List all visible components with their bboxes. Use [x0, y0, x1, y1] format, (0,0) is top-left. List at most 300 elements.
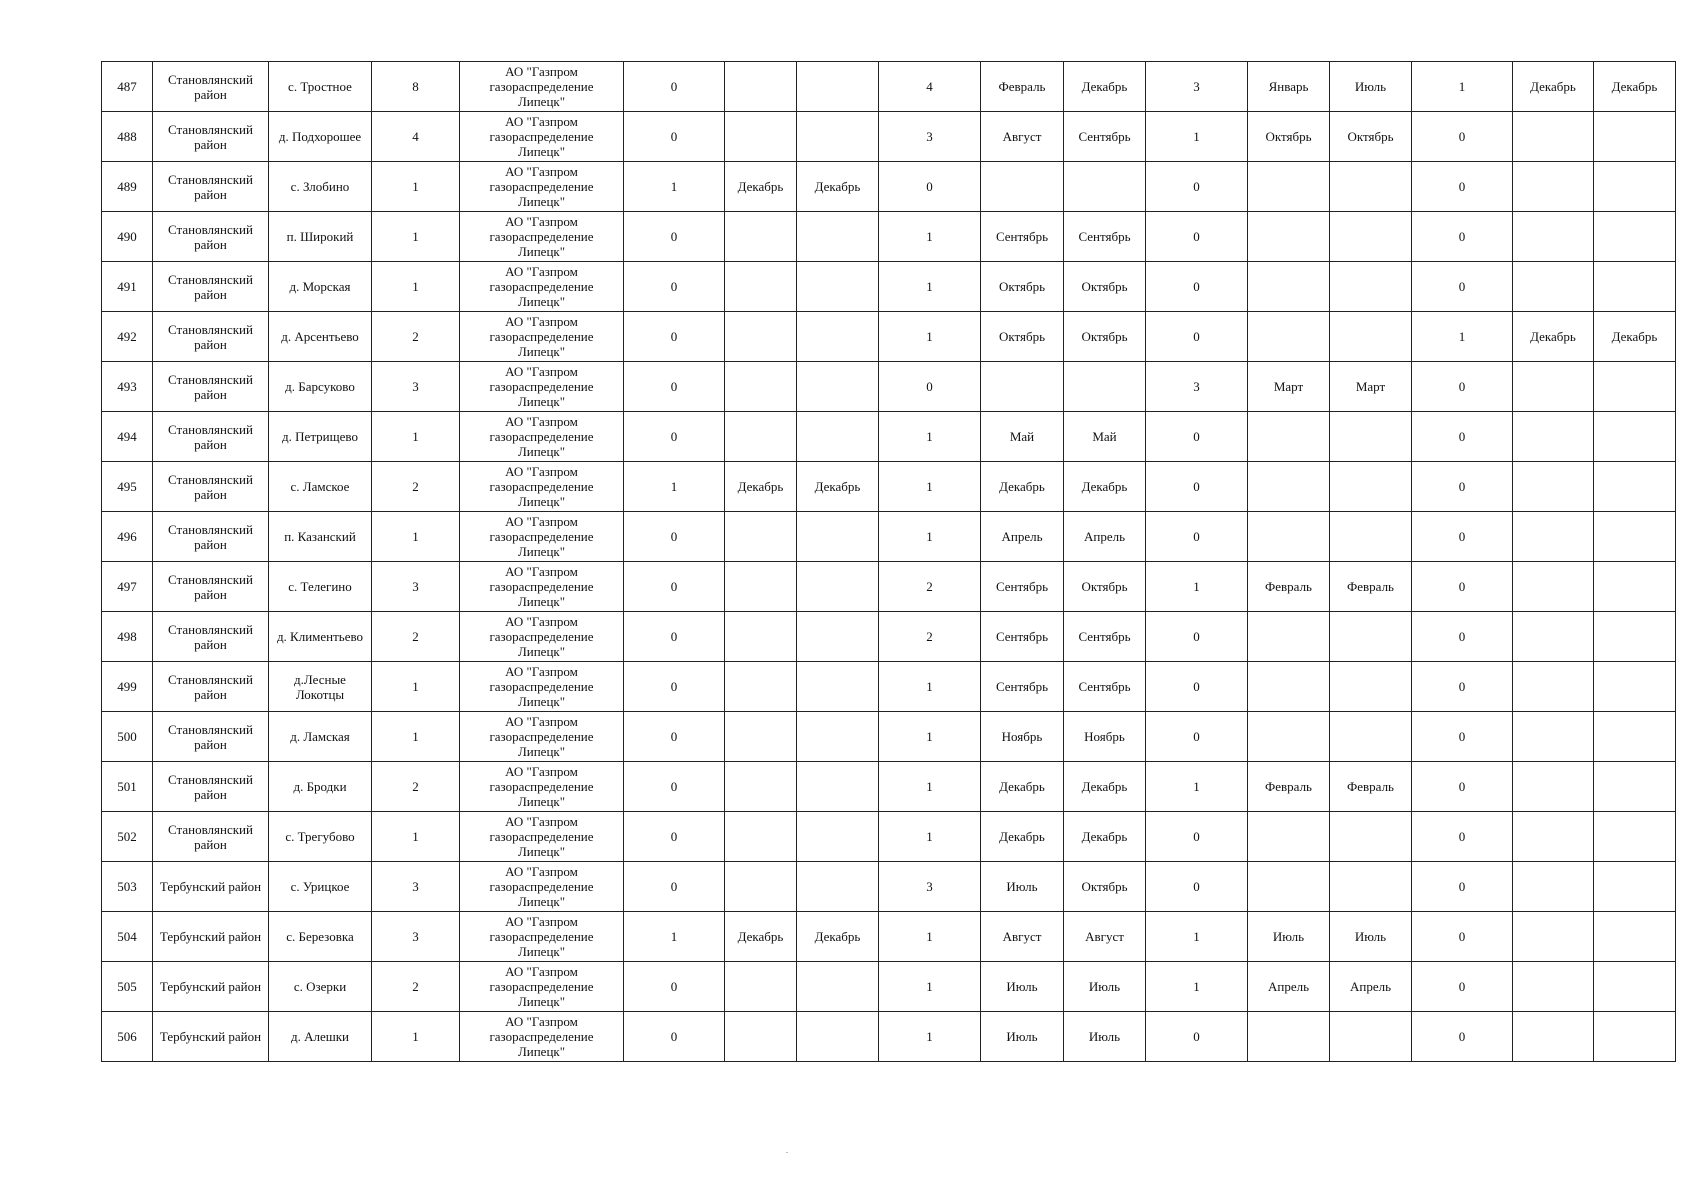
district-cell: Становлянский район — [153, 312, 269, 362]
col-2-count-cell: 3 — [879, 112, 981, 162]
organization-line: газораспределение — [489, 379, 594, 394]
col-4-count-cell: 0 — [1412, 462, 1513, 512]
col-2-count-cell: 1 — [879, 512, 981, 562]
col-3-start-month-cell — [1248, 212, 1330, 262]
col-1-start-month-cell: Декабрь — [725, 912, 797, 962]
district-cell: Становлянский район — [153, 362, 269, 412]
col-2-count-cell: 1 — [879, 412, 981, 462]
organization-line: Липецк" — [517, 844, 566, 859]
row-number-cell: 498 — [102, 612, 153, 662]
col-2-start-month-cell: Ноябрь — [981, 712, 1064, 762]
organization-line: газораспределение — [489, 329, 594, 344]
district-cell: Становлянский район — [153, 412, 269, 462]
col-2-start-month-cell: Декабрь — [981, 462, 1064, 512]
col-2-count-cell: 1 — [879, 762, 981, 812]
col-4-end-month-cell — [1594, 612, 1676, 662]
col-2-start-month-cell: Апрель — [981, 512, 1064, 562]
col-3-start-month-cell — [1248, 312, 1330, 362]
row-number-cell: 489 — [102, 162, 153, 212]
col-4-count-cell: 0 — [1412, 1012, 1513, 1062]
col-1-start-month-cell — [725, 262, 797, 312]
row-number-cell: 497 — [102, 562, 153, 612]
organization-cell — [460, 662, 624, 712]
col-2-count-cell: 1 — [879, 962, 981, 1012]
organization-line: газораспределение — [489, 979, 594, 994]
organization-line: АО "Газпром — [505, 514, 578, 529]
col-1-start-month-cell — [725, 112, 797, 162]
col-3-count-cell: 0 — [1146, 162, 1248, 212]
object-count-cell: 8 — [372, 62, 460, 112]
col-4-end-month-cell — [1594, 1012, 1676, 1062]
organization-line: АО "Газпром — [505, 214, 578, 229]
district-cell: Становлянский район — [153, 612, 269, 662]
col-2-count-cell: 1 — [879, 1012, 981, 1062]
district-cell: Становлянский район — [153, 712, 269, 762]
locality-cell: д. Арсентьево — [269, 312, 372, 362]
organization-cell — [460, 512, 624, 562]
col-4-count-cell: 0 — [1412, 412, 1513, 462]
row-number-cell: 503 — [102, 862, 153, 912]
col-3-count-cell: 0 — [1146, 462, 1248, 512]
locality-cell: с. Тростное — [269, 62, 372, 112]
col-2-start-month-cell: Август — [981, 112, 1064, 162]
object-count-cell: 1 — [372, 1012, 460, 1062]
col-1-count-cell: 0 — [624, 812, 725, 862]
col-3-end-month-cell — [1330, 662, 1412, 712]
organization-line: АО "Газпром — [505, 164, 578, 179]
col-1-end-month-cell — [797, 412, 879, 462]
col-2-end-month-cell: Октябрь — [1064, 862, 1146, 912]
col-3-end-month-cell — [1330, 412, 1412, 462]
row-number-cell: 499 — [102, 662, 153, 712]
col-1-start-month-cell — [725, 1012, 797, 1062]
col-1-end-month-cell — [797, 762, 879, 812]
col-4-end-month-cell — [1594, 912, 1676, 962]
organization-line: Липецк" — [517, 194, 566, 209]
col-3-count-cell: 0 — [1146, 262, 1248, 312]
col-4-start-month-cell — [1513, 962, 1594, 1012]
district-cell: Становлянский район — [153, 512, 269, 562]
col-2-start-month-cell: Декабрь — [981, 762, 1064, 812]
district-cell: Тербунский район — [153, 912, 269, 962]
col-2-count-cell: 2 — [879, 612, 981, 662]
col-4-end-month-cell — [1594, 862, 1676, 912]
organization-line: газораспределение — [489, 1029, 594, 1044]
col-2-start-month-cell: Июль — [981, 962, 1064, 1012]
locality-cell: д. Барсуково — [269, 362, 372, 412]
col-2-end-month-cell: Август — [1064, 912, 1146, 962]
organization-cell — [460, 462, 624, 512]
col-1-count-cell: 0 — [624, 762, 725, 812]
col-1-end-month-cell — [797, 62, 879, 112]
col-4-count-cell: 0 — [1412, 262, 1513, 312]
col-2-start-month-cell — [981, 362, 1064, 412]
col-3-count-cell: 0 — [1146, 712, 1248, 762]
col-3-count-cell: 1 — [1146, 562, 1248, 612]
object-count-cell: 3 — [372, 912, 460, 962]
col-1-start-month-cell — [725, 312, 797, 362]
col-3-end-month-cell — [1330, 212, 1412, 262]
col-2-start-month-cell — [981, 162, 1064, 212]
col-1-start-month-cell: Декабрь — [725, 462, 797, 512]
organization-line: АО "Газпром — [505, 614, 578, 629]
col-1-count-cell: 0 — [624, 112, 725, 162]
col-4-count-cell: 0 — [1412, 512, 1513, 562]
district-cell: Тербунский район — [153, 962, 269, 1012]
col-3-start-month-cell — [1248, 712, 1330, 762]
organization-line: АО "Газпром — [505, 264, 578, 279]
col-1-end-month-cell: Декабрь — [797, 912, 879, 962]
col-2-end-month-cell: Декабрь — [1064, 812, 1146, 862]
object-count-cell: 3 — [372, 862, 460, 912]
col-4-end-month-cell — [1594, 812, 1676, 862]
district-cell: Становлянский район — [153, 762, 269, 812]
col-4-start-month-cell — [1513, 262, 1594, 312]
col-3-start-month-cell — [1248, 162, 1330, 212]
col-2-start-month-cell: Август — [981, 912, 1064, 962]
organization-line: газораспределение — [489, 529, 594, 544]
col-3-start-month-cell — [1248, 412, 1330, 462]
organization-line: АО "Газпром — [505, 114, 578, 129]
col-3-end-month-cell — [1330, 512, 1412, 562]
organization-line: Липецк" — [517, 794, 566, 809]
col-1-count-cell: 0 — [624, 312, 725, 362]
col-3-start-month-cell: Апрель — [1248, 962, 1330, 1012]
locality-cell: д. Бродки — [269, 762, 372, 812]
district-cell: Становлянский район — [153, 162, 269, 212]
col-4-start-month-cell — [1513, 912, 1594, 962]
organization-line: АО "Газпром — [505, 814, 578, 829]
col-3-end-month-cell: Март — [1330, 362, 1412, 412]
col-2-count-cell: 2 — [879, 562, 981, 612]
object-count-cell: 2 — [372, 962, 460, 1012]
col-2-end-month-cell: Июль — [1064, 1012, 1146, 1062]
organization-line: Липецк" — [517, 144, 566, 159]
col-1-count-cell: 0 — [624, 562, 725, 612]
col-3-end-month-cell — [1330, 262, 1412, 312]
col-2-end-month-cell: Октябрь — [1064, 562, 1146, 612]
col-2-count-cell: 3 — [879, 862, 981, 912]
col-4-count-cell: 0 — [1412, 112, 1513, 162]
col-2-end-month-cell: Сентябрь — [1064, 662, 1146, 712]
organization-cell — [460, 862, 624, 912]
organization-cell — [460, 712, 624, 762]
document-page — [101, 61, 1667, 1062]
locality-cell: с. Озерки — [269, 962, 372, 1012]
col-1-start-month-cell — [725, 612, 797, 662]
col-2-end-month-cell: Октябрь — [1064, 312, 1146, 362]
object-count-cell: 1 — [372, 812, 460, 862]
col-3-start-month-cell — [1248, 862, 1330, 912]
organization-line: АО "Газпром — [505, 864, 578, 879]
object-count-cell: 1 — [372, 662, 460, 712]
organization-cell — [460, 1012, 624, 1062]
organization-line: АО "Газпром — [505, 414, 578, 429]
col-3-start-month-cell: Февраль — [1248, 762, 1330, 812]
district-cell: Становлянский район — [153, 262, 269, 312]
organization-line: Липецк" — [517, 94, 566, 109]
table-row — [102, 562, 1676, 612]
col-4-count-cell: 0 — [1412, 762, 1513, 812]
col-4-end-month-cell — [1594, 512, 1676, 562]
organization-line: АО "Газпром — [505, 714, 578, 729]
organization-line: Липецк" — [517, 1044, 566, 1059]
col-4-start-month-cell — [1513, 462, 1594, 512]
col-4-start-month-cell — [1513, 162, 1594, 212]
organization-line: Липецк" — [517, 244, 566, 259]
organization-line: Липецк" — [517, 494, 566, 509]
col-3-count-cell: 3 — [1146, 62, 1248, 112]
col-4-count-cell: 0 — [1412, 212, 1513, 262]
col-2-end-month-cell — [1064, 162, 1146, 212]
col-3-end-month-cell: Февраль — [1330, 562, 1412, 612]
col-1-end-month-cell — [797, 512, 879, 562]
object-count-cell: 1 — [372, 262, 460, 312]
col-3-start-month-cell: Июль — [1248, 912, 1330, 962]
col-3-end-month-cell: Апрель — [1330, 962, 1412, 1012]
col-3-end-month-cell — [1330, 312, 1412, 362]
col-2-count-cell: 1 — [879, 262, 981, 312]
col-3-count-cell: 1 — [1146, 762, 1248, 812]
organization-line: Липецк" — [517, 644, 566, 659]
col-2-count-cell: 1 — [879, 312, 981, 362]
col-2-end-month-cell: Декабрь — [1064, 462, 1146, 512]
col-4-start-month-cell — [1513, 812, 1594, 862]
organization-line: Липецк" — [517, 994, 566, 1009]
col-1-start-month-cell — [725, 362, 797, 412]
col-2-start-month-cell: Февраль — [981, 62, 1064, 112]
organization-cell — [460, 612, 624, 662]
row-number-cell: 487 — [102, 62, 153, 112]
col-2-count-cell: 1 — [879, 462, 981, 512]
col-4-start-month-cell — [1513, 662, 1594, 712]
organization-line: АО "Газпром — [505, 564, 578, 579]
organization-line: газораспределение — [489, 629, 594, 644]
organization-cell — [460, 62, 624, 112]
col-1-start-month-cell — [725, 962, 797, 1012]
organization-line: газораспределение — [489, 279, 594, 294]
col-4-count-cell: 0 — [1412, 862, 1513, 912]
table-row — [102, 112, 1676, 162]
locality-cell: д.Лесные Локотцы — [269, 662, 372, 712]
row-number-cell: 491 — [102, 262, 153, 312]
table-row — [102, 262, 1676, 312]
organization-line: АО "Газпром — [505, 314, 578, 329]
col-1-start-month-cell — [725, 762, 797, 812]
col-2-start-month-cell: Сентябрь — [981, 662, 1064, 712]
col-4-end-month-cell: Декабрь — [1594, 312, 1676, 362]
organization-line: газораспределение — [489, 779, 594, 794]
col-1-start-month-cell — [725, 562, 797, 612]
col-4-count-cell: 1 — [1412, 62, 1513, 112]
col-3-end-month-cell — [1330, 612, 1412, 662]
col-3-count-cell: 0 — [1146, 812, 1248, 862]
col-3-count-cell: 0 — [1146, 612, 1248, 662]
row-number-cell: 488 — [102, 112, 153, 162]
table-row — [102, 312, 1676, 362]
col-4-count-cell: 0 — [1412, 362, 1513, 412]
organization-line: АО "Газпром — [505, 64, 578, 79]
object-count-cell: 1 — [372, 412, 460, 462]
col-1-count-cell: 1 — [624, 162, 725, 212]
col-4-start-month-cell — [1513, 562, 1594, 612]
col-4-start-month-cell: Декабрь — [1513, 312, 1594, 362]
col-1-end-month-cell — [797, 112, 879, 162]
col-1-end-month-cell — [797, 662, 879, 712]
organization-cell — [460, 362, 624, 412]
col-3-start-month-cell — [1248, 662, 1330, 712]
col-4-count-cell: 0 — [1412, 912, 1513, 962]
scan-speck — [786, 1152, 788, 1153]
col-2-end-month-cell: Ноябрь — [1064, 712, 1146, 762]
row-number-cell: 494 — [102, 412, 153, 462]
district-cell: Становлянский район — [153, 62, 269, 112]
col-3-start-month-cell: Март — [1248, 362, 1330, 412]
col-1-end-month-cell — [797, 1012, 879, 1062]
organization-cell — [460, 112, 624, 162]
object-count-cell: 1 — [372, 212, 460, 262]
col-4-end-month-cell — [1594, 762, 1676, 812]
col-4-start-month-cell — [1513, 712, 1594, 762]
col-4-end-month-cell — [1594, 562, 1676, 612]
col-4-count-cell: 0 — [1412, 562, 1513, 612]
col-1-end-month-cell — [797, 862, 879, 912]
organization-line: Липецк" — [517, 944, 566, 959]
object-count-cell: 1 — [372, 162, 460, 212]
col-4-start-month-cell — [1513, 362, 1594, 412]
locality-cell: д. Ламская — [269, 712, 372, 762]
locality-cell: с. Березовка — [269, 912, 372, 962]
col-1-start-month-cell — [725, 212, 797, 262]
locality-cell: с. Злобино — [269, 162, 372, 212]
col-1-count-cell: 0 — [624, 712, 725, 762]
organization-line: АО "Газпром — [505, 1014, 578, 1029]
col-4-end-month-cell — [1594, 212, 1676, 262]
col-3-end-month-cell — [1330, 862, 1412, 912]
locality-cell: д. Петрищево — [269, 412, 372, 462]
organization-line: газораспределение — [489, 79, 594, 94]
col-2-end-month-cell: Апрель — [1064, 512, 1146, 562]
col-1-end-month-cell — [797, 312, 879, 362]
col-4-start-month-cell — [1513, 212, 1594, 262]
col-4-start-month-cell — [1513, 112, 1594, 162]
table-row — [102, 62, 1676, 112]
col-3-count-cell: 0 — [1146, 1012, 1248, 1062]
organization-line: газораспределение — [489, 879, 594, 894]
organization-line: Липецк" — [517, 544, 566, 559]
col-1-end-month-cell — [797, 812, 879, 862]
col-3-count-cell: 3 — [1146, 362, 1248, 412]
col-1-start-month-cell — [725, 62, 797, 112]
organization-line: газораспределение — [489, 679, 594, 694]
col-3-end-month-cell: Июль — [1330, 912, 1412, 962]
district-cell: Становлянский район — [153, 662, 269, 712]
row-number-cell: 505 — [102, 962, 153, 1012]
col-1-end-month-cell — [797, 212, 879, 262]
table-row — [102, 612, 1676, 662]
col-1-end-month-cell: Декабрь — [797, 462, 879, 512]
organization-line: Липецк" — [517, 394, 566, 409]
row-number-cell: 490 — [102, 212, 153, 262]
col-3-count-cell: 1 — [1146, 112, 1248, 162]
col-1-end-month-cell — [797, 712, 879, 762]
object-count-cell: 3 — [372, 362, 460, 412]
col-1-end-month-cell — [797, 262, 879, 312]
col-3-end-month-cell — [1330, 712, 1412, 762]
organization-line: Липецк" — [517, 344, 566, 359]
col-2-end-month-cell: Май — [1064, 412, 1146, 462]
table-row — [102, 712, 1676, 762]
organization-line: Липецк" — [517, 744, 566, 759]
col-2-start-month-cell: Октябрь — [981, 262, 1064, 312]
row-number-cell: 492 — [102, 312, 153, 362]
locality-cell: п. Широкий — [269, 212, 372, 262]
col-1-count-cell: 0 — [624, 662, 725, 712]
locality-cell: д. Климентьево — [269, 612, 372, 662]
col-3-end-month-cell — [1330, 1012, 1412, 1062]
col-4-count-cell: 0 — [1412, 162, 1513, 212]
col-1-end-month-cell — [797, 562, 879, 612]
organization-line: АО "Газпром — [505, 364, 578, 379]
organization-line: АО "Газпром — [505, 464, 578, 479]
district-cell: Тербунский район — [153, 1012, 269, 1062]
col-3-count-cell: 0 — [1146, 862, 1248, 912]
col-2-start-month-cell: Октябрь — [981, 312, 1064, 362]
table-row — [102, 462, 1676, 512]
locality-cell: п. Казанский — [269, 512, 372, 562]
col-2-count-cell: 1 — [879, 812, 981, 862]
col-3-end-month-cell — [1330, 812, 1412, 862]
table-row — [102, 812, 1676, 862]
col-4-start-month-cell — [1513, 512, 1594, 562]
col-2-count-cell: 0 — [879, 162, 981, 212]
col-1-count-cell: 0 — [624, 212, 725, 262]
organization-line: газораспределение — [489, 929, 594, 944]
col-1-count-cell: 0 — [624, 962, 725, 1012]
table-row — [102, 212, 1676, 262]
object-count-cell: 2 — [372, 612, 460, 662]
organization-line: газораспределение — [489, 129, 594, 144]
gasification-schedule-table — [101, 61, 1676, 1062]
col-3-start-month-cell — [1248, 612, 1330, 662]
col-4-end-month-cell: Декабрь — [1594, 62, 1676, 112]
col-4-start-month-cell — [1513, 1012, 1594, 1062]
col-4-start-month-cell — [1513, 762, 1594, 812]
row-number-cell: 502 — [102, 812, 153, 862]
col-3-start-month-cell: Октябрь — [1248, 112, 1330, 162]
table-row — [102, 162, 1676, 212]
col-3-start-month-cell — [1248, 512, 1330, 562]
organization-line: газораспределение — [489, 579, 594, 594]
col-1-start-month-cell — [725, 812, 797, 862]
col-4-end-month-cell — [1594, 962, 1676, 1012]
organization-cell — [460, 412, 624, 462]
col-1-start-month-cell: Декабрь — [725, 162, 797, 212]
col-3-start-month-cell — [1248, 262, 1330, 312]
col-4-count-cell: 0 — [1412, 712, 1513, 762]
col-3-count-cell: 1 — [1146, 962, 1248, 1012]
col-2-start-month-cell: Май — [981, 412, 1064, 462]
col-4-end-month-cell — [1594, 112, 1676, 162]
district-cell: Становлянский район — [153, 562, 269, 612]
col-3-count-cell: 0 — [1146, 512, 1248, 562]
col-1-end-month-cell — [797, 962, 879, 1012]
col-2-end-month-cell: Декабрь — [1064, 762, 1146, 812]
col-3-start-month-cell: Январь — [1248, 62, 1330, 112]
col-3-end-month-cell: Февраль — [1330, 762, 1412, 812]
col-1-start-month-cell — [725, 712, 797, 762]
locality-cell: с. Ламское — [269, 462, 372, 512]
